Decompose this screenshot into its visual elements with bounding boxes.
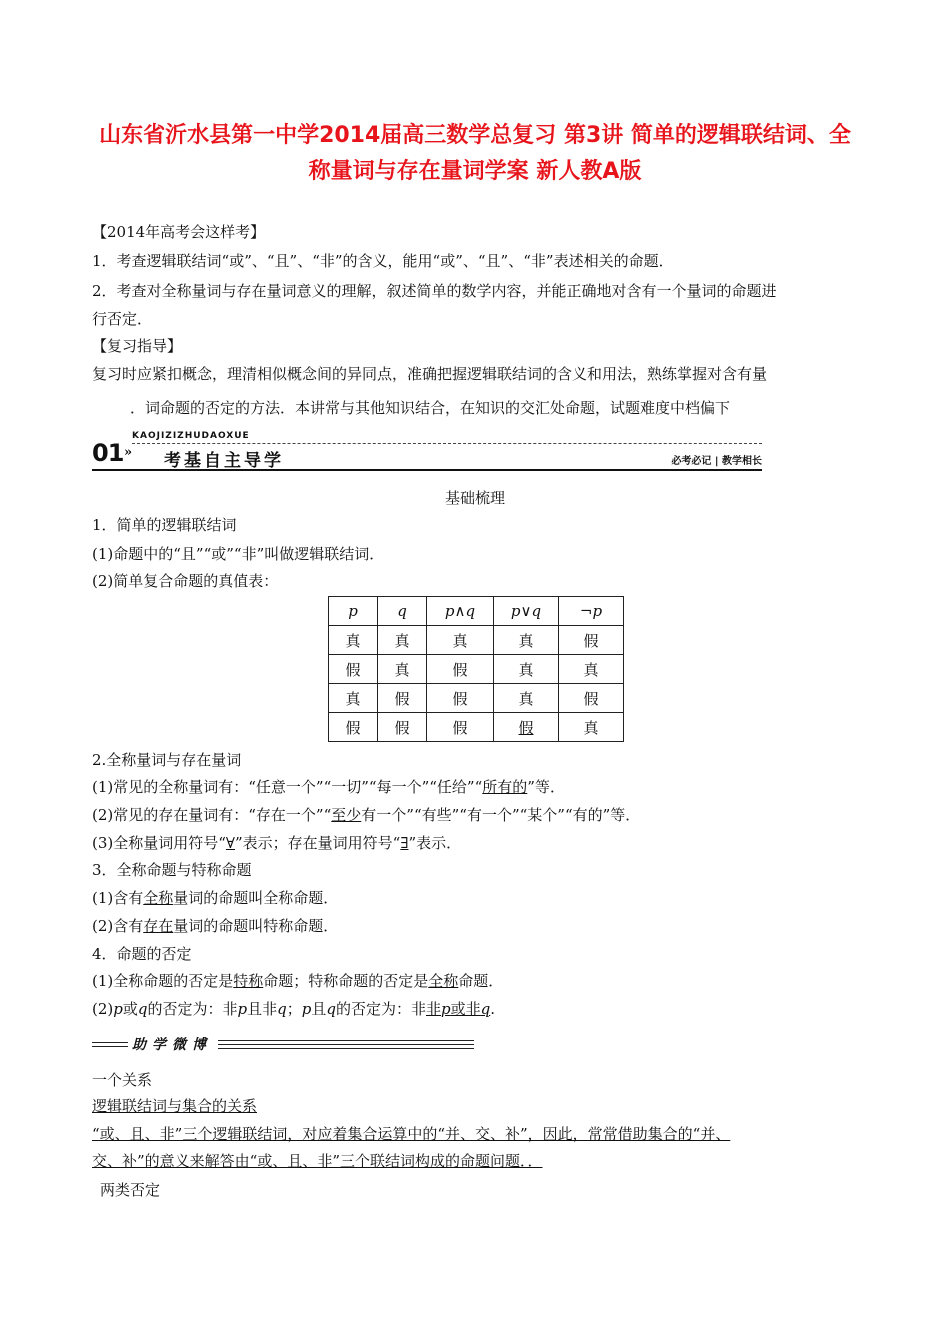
table-cell: 假 [378, 713, 427, 742]
table-cell: 假 [427, 655, 494, 684]
s2-item-2: (2)常见的存在量词有：“存在一个”“至少有一个”“有些”“有一个”“某个”“有的”等． [92, 806, 641, 824]
s4-item-2: (2)p或q的否定为：非p且非q；p且q的否定为：非非p或非q. [92, 1000, 496, 1018]
table-cell: 真 [329, 684, 378, 713]
table-cell: 假 [559, 684, 624, 713]
s2-item-3: (3)全称量词用符号“∀”表示；存在量词用符号“∃”表示． [92, 834, 462, 852]
table-cell: 假 [494, 713, 559, 742]
title-line-2: 称量词与存在量词学案 新人教A版 [308, 159, 642, 184]
table-cell: 假 [329, 713, 378, 742]
s4-title: 4．命题的否定 [92, 945, 192, 963]
exam-header: 【2014年高考会这样考】 [92, 223, 266, 241]
divider-rule-left-2 [92, 1046, 128, 1047]
s3-item-1: (1)含有全称量词的命题叫全称命题． [92, 889, 339, 907]
banner-rule [92, 469, 762, 471]
relation-subtitle: 逻辑联结词与集合的关系 [92, 1097, 258, 1115]
relation-title: 一个关系 [92, 1071, 153, 1089]
review-header: 【复习指导】 [92, 337, 183, 355]
title-line-1: 山东省沂水县第一中学2014届高三数学总复习 第3讲 简单的逻辑联结词、全 [99, 123, 851, 148]
relation-text-b: 交、补”的意义来解答由“或、且、非”三个联结词构成的命题问题．． [92, 1152, 543, 1170]
table-row [329, 626, 624, 655]
table-cell: 假 [378, 684, 427, 713]
section-banner [92, 433, 762, 473]
exam-point-2a: 2．考查对全称量词与存在量词意义的理解，叙述简单的数学内容，并能正确地对含有一个量词的命题进 [92, 282, 777, 300]
s3-item-2: (2)含有存在量词的命题叫特称命题． [92, 917, 339, 935]
table-cell: 真 [378, 655, 427, 684]
two-negations-title: 两类否定 [100, 1181, 161, 1199]
review-text-a: 复习时应紧扣概念，理清相似概念间的异同点，准确把握逻辑联结词的含义和用法，熟练掌握对含有量 [92, 365, 768, 383]
divider-rule-right-3 [218, 1048, 474, 1049]
review-text-b: ．词命题的否定的方法．本讲常与其他知识结合，在知识的交汇处命题，试题难度中档偏下 [130, 399, 731, 417]
table-cell: 真 [559, 713, 624, 742]
s1-item-2: (2)简单复合命题的真值表： [92, 572, 279, 590]
banner-tag: 必考必记 | 教学相长 [671, 456, 762, 467]
header-cell: p [329, 597, 378, 626]
divider-rule-right [218, 1040, 474, 1041]
header-cell: ¬p [559, 597, 624, 626]
table-cell: 真 [494, 626, 559, 655]
document-title [60, 118, 890, 190]
table-cell: 真 [329, 626, 378, 655]
banner-dashed-rule [132, 443, 762, 444]
weibo-label: 助学微博 [132, 1037, 212, 1053]
table-cell: 假 [427, 713, 494, 742]
banner-number: 01 [92, 439, 124, 467]
table-cell: 真 [494, 655, 559, 684]
table-row [329, 684, 624, 713]
divider-rule-left [92, 1042, 128, 1043]
table-cell: 真 [427, 626, 494, 655]
table-cell: 假 [559, 626, 624, 655]
header-cell: q [378, 597, 427, 626]
table-row [329, 655, 624, 684]
header-cell: p∨q [494, 597, 559, 626]
s4-item-1: (1)全称命题的否定是特称命题；特称命题的否定是全称命题． [92, 972, 504, 990]
table-cell: 真 [494, 684, 559, 713]
table-cell: 假 [329, 655, 378, 684]
section-title: 基础梳理 [444, 489, 505, 507]
header-cell: p∧q [427, 597, 494, 626]
s2-title: 2.全称量词与存在量词 [92, 751, 242, 769]
divider-rule-right-2 [218, 1044, 474, 1045]
table-cell: 真 [378, 626, 427, 655]
s1-title: 1．简单的逻辑联结词 [92, 516, 237, 534]
banner-pinyin: KAOJIZIZHUDAOXUE [132, 431, 250, 441]
relation-text-a: “或、且、非”三个逻辑联结词，对应着集合运算中的“并、交、补”，因此，常常借助集合的“并、 [92, 1125, 731, 1143]
banner-arrows-icon: » [124, 445, 133, 460]
banner-heading: 考基自主导学 [164, 451, 284, 471]
truth-table [328, 596, 624, 742]
exam-point-1: 1．考查逻辑联结词“或”、“且”、“非”的含义，能用“或”、“且”、“非”表述相关的命题． [92, 252, 674, 270]
exam-point-2b: 行否定． [92, 310, 153, 328]
truth-table-header [329, 597, 624, 626]
s1-item-1: (1)命题中的“且”“或”“非”叫做逻辑联结词． [92, 545, 385, 563]
table-row [329, 713, 624, 742]
table-cell: 真 [559, 655, 624, 684]
s2-item-1: (1)常见的全称量词有：“任意一个”“一切”“每一个”“任给”“所有的”等． [92, 778, 565, 796]
s3-title: 3．全称命题与特称命题 [92, 861, 252, 879]
table-cell: 假 [427, 684, 494, 713]
weibo-divider [92, 1033, 474, 1055]
